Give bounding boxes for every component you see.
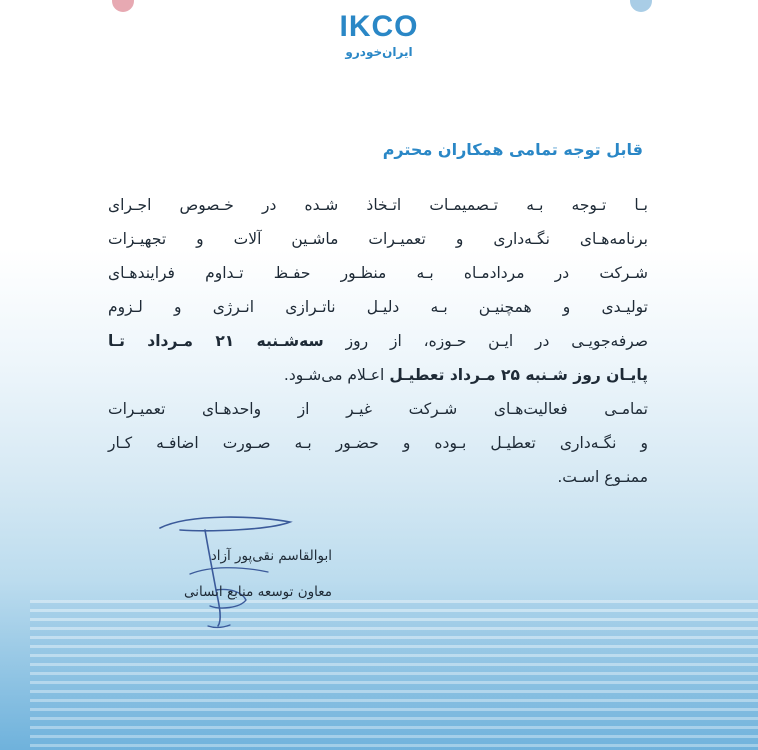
body-line-part: اعـلام می‌شـود. xyxy=(283,366,385,384)
body-line xyxy=(108,324,648,358)
body-line xyxy=(108,358,648,392)
body-line-emphasis: پایـان روز شـنبه ۲۵ مـرداد تعطیـل xyxy=(389,366,648,384)
signature-scribble xyxy=(150,508,300,638)
company-logo xyxy=(331,10,427,70)
body-line: شـرکت در مردادمـاه بـه منظـور حفـظ تـداوم فرایندهـای xyxy=(108,264,648,282)
body-line: تمامـی فعالیت‌هـای شـرکت غیـر از واحدهـای تعمیـرات xyxy=(108,400,648,418)
body-line: تولیـدی و همچنیـن بـه دلیـل ناتـرازی انـرژی و لـزوم xyxy=(108,298,648,316)
signer-title: معاون توسعه منابع انسانی xyxy=(184,584,332,600)
body-line: ممنـوع اسـت. xyxy=(557,468,648,486)
signer-name: ابوالقاسم نقی‌پور آزاد xyxy=(210,548,332,564)
letter-body xyxy=(108,188,648,494)
body-line: و نگـه‌داری تعطیـل بـوده و حضـور بـه صـورت اضافـه کـار xyxy=(108,434,648,452)
logo-wordmark: IKCO xyxy=(339,10,419,43)
body-line: برنامه‌هـای نگـه‌داری و تعمیـرات ماشـین آلات و تجهیـزات xyxy=(108,230,648,248)
background-stripes xyxy=(30,600,758,750)
body-line: بـا تـوجه بـه تـصمیمـات اتـخاذ شـده در خـصوص اجـرای xyxy=(108,196,648,214)
logo-persian-wordmark: ایران‌خودرو xyxy=(345,45,413,59)
body-line-emphasis: سه‌شـنبه ۲۱ مـرداد تـا xyxy=(108,332,324,350)
body-line-part: صرفه‌جویـی در ایـن حـوزه، از روز xyxy=(345,332,648,350)
letter-heading: قابل توجه تمامی همکاران محترم xyxy=(382,140,643,159)
